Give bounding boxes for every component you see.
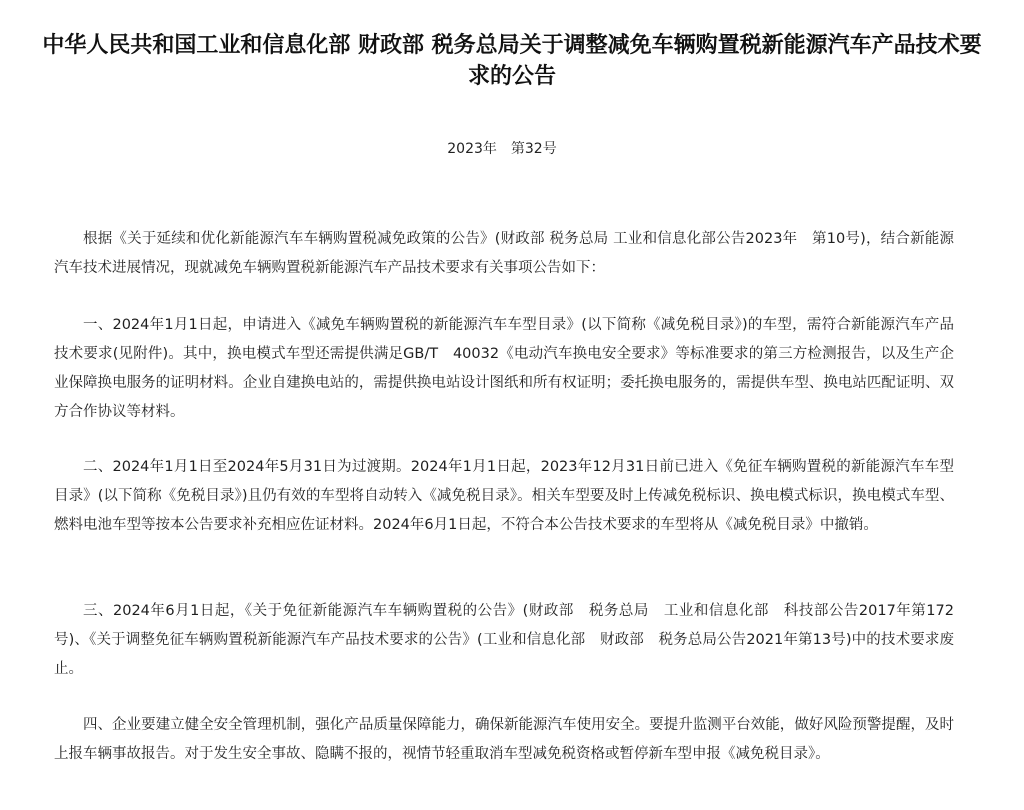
clause-two-paragraph: 二、2024年1月1日至2024年5月31日为过渡期。2024年1月1日起，2023年12月31日前已进入《免征车辆购置税的新能源汽车车型目录》(以下简称《免税目录》)且仍有效的车型将自动转入《减免税目录》。相关车型要及时上传减免税标识、换电模式标识，换电模式车型、燃料电池车型等按本公告要求补充相应佐证材料。2024年6月1日起，不符合本公告技术要求的车型将从《减免税目录》中撤销。 [54,459,954,533]
document-number: 2023年 第32号 [447,141,557,157]
clause-one-paragraph: 一、2024年1月1日起，申请进入《减免车辆购置税的新能源汽车车型目录》(以下简称《减免税目录》)的车型，需符合新能源汽车产品技术要求(见附件)。其中，换电模式车型还需提供满足GB/T 40032《电动汽车换电安全要求》等标准要求的第三方检测报告，以及生产企业保障换电服务的证明材料。企业自建换电站的，需提供换电站设计图纸和所有权证明；委托换电服务的，需提供车型、换电站匹配证明、双方合作协议等材料。 [54,317,954,420]
clause-four-paragraph: 四、企业要建立健全安全管理机制，强化产品质量保障能力，确保新能源汽车使用安全。要提升监测平台效能，做好风险预警提醒，及时上报车辆事故报告。对于发生安全事故、隐瞒不报的，视情节轻重取消车型减免税资格或暂停新车型申报《减免税目录》。 [54,717,954,762]
clause-three-paragraph: 三、2024年6月1日起，《关于免征新能源汽车车辆购置税的公告》(财政部 税务总局 工业和信息化部 科技部公告2017年第172号)、《关于调整免征车辆购置税新能源汽车产品技术要求的公告》(工业和信息化部 财政部 税务总局公告2021年第13号)中的技术要求废止。 [54,603,954,677]
page-title: 中华人民共和国工业和信息化部 财政部 税务总局关于调整减免车辆购置税新能源汽车产品技术要求的公告 [42,33,982,89]
intro-paragraph: 根据《关于延续和优化新能源汽车车辆购置税减免政策的公告》(财政部 税务总局 工业和信息化部公告2023年 第10号)，结合新能源汽车技术进展情况，现就减免车辆购置税新能源汽车产品技术要求有关事项公告如下： [54,231,954,276]
